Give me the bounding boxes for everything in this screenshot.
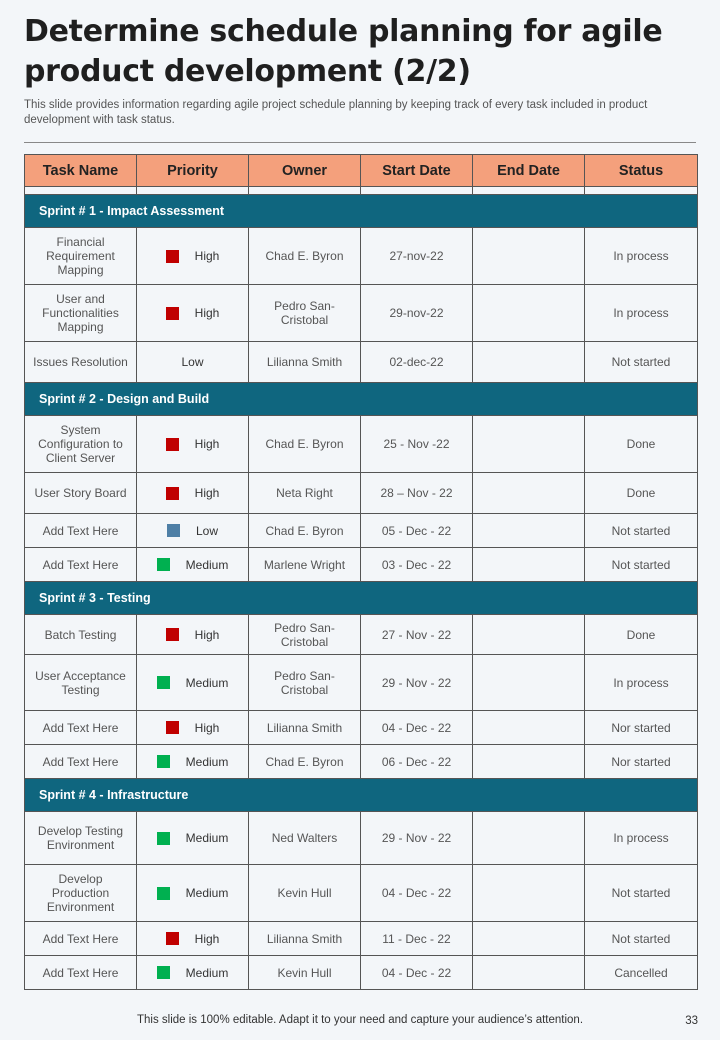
header-status: Status — [585, 155, 698, 187]
priority-cell — [137, 956, 249, 990]
start-date-cell: 28 – Nov - 22 — [361, 473, 473, 514]
priority-label: High — [194, 437, 220, 451]
priority-wrap — [141, 558, 244, 572]
priority-color-indicator — [166, 307, 179, 320]
owner-cell: Marlene Wright — [249, 548, 361, 582]
gap-cell — [25, 187, 137, 195]
owner-cell: Kevin Hull — [249, 865, 361, 922]
priority-cell — [137, 342, 249, 383]
priority-color-indicator — [167, 524, 180, 537]
gap-cell — [249, 187, 361, 195]
priority-color-indicator — [166, 721, 179, 734]
owner-cell: Lilianna Smith — [249, 342, 361, 383]
task-name-cell: Issues Resolution — [25, 342, 137, 383]
priority-color-indicator — [157, 676, 170, 689]
priority-wrap — [141, 306, 244, 320]
status-cell: In process — [585, 228, 698, 285]
owner-cell: Lilianna Smith — [249, 922, 361, 956]
start-date-cell: 02-dec-22 — [361, 342, 473, 383]
status-cell: Nor started — [585, 711, 698, 745]
end-date-cell — [473, 342, 585, 383]
priority-wrap — [141, 676, 244, 690]
priority-wrap — [141, 437, 244, 451]
start-date-cell: 29 - Nov - 22 — [361, 655, 473, 711]
table-row — [25, 745, 698, 779]
sprint-title: Sprint # 1 - Impact Assessment — [25, 195, 698, 228]
owner-cell: Chad E. Byron — [249, 514, 361, 548]
start-date-cell: 03 - Dec - 22 — [361, 548, 473, 582]
title-divider — [24, 142, 696, 143]
start-date-cell: 29 - Nov - 22 — [361, 812, 473, 865]
start-date-cell: 25 - Nov -22 — [361, 416, 473, 473]
priority-label: Medium — [185, 754, 229, 769]
header-end-date: End Date — [473, 155, 585, 187]
header-row — [25, 155, 698, 187]
table-row — [25, 865, 698, 922]
status-cell: Done — [585, 615, 698, 655]
priority-wrap — [141, 486, 244, 500]
start-date-cell: 04 - Dec - 22 — [361, 956, 473, 990]
gap-cell — [585, 187, 698, 195]
task-name-cell: Add Text Here — [25, 956, 137, 990]
task-name-cell: System Configuration to Client Server — [25, 416, 137, 473]
start-date-cell: 11 - Dec - 22 — [361, 922, 473, 956]
status-cell: Cancelled — [585, 956, 698, 990]
priority-label: High — [194, 720, 220, 735]
priority-wrap — [141, 628, 244, 642]
priority-label: High — [194, 486, 220, 500]
priority-cell — [137, 922, 249, 956]
status-cell: Not started — [585, 514, 698, 548]
status-cell: In process — [585, 812, 698, 865]
task-name-cell: Add Text Here — [25, 711, 137, 745]
priority-color-indicator — [157, 832, 170, 845]
sprint-header-row — [25, 195, 698, 228]
task-name-cell: Add Text Here — [25, 548, 137, 582]
end-date-cell — [473, 922, 585, 956]
header-start-date: Start Date — [361, 155, 473, 187]
task-name-cell: Batch Testing — [25, 615, 137, 655]
end-date-cell — [473, 473, 585, 514]
start-date-cell: 27 - Nov - 22 — [361, 615, 473, 655]
priority-color-indicator — [157, 966, 170, 979]
footer-note: This slide is 100% editable. Adapt it to your need and capture your audience’s attention. — [136, 1014, 584, 1026]
task-name-cell: Add Text Here — [25, 514, 137, 548]
priority-color-indicator — [166, 628, 179, 641]
start-date-cell: 04 - Dec - 22 — [361, 711, 473, 745]
gap-cell — [361, 187, 473, 195]
start-date-cell: 06 - Dec - 22 — [361, 745, 473, 779]
status-cell: Not started — [585, 865, 698, 922]
priority-label: Low — [181, 355, 204, 369]
header-gap-row — [25, 187, 698, 195]
end-date-cell — [473, 416, 585, 473]
table-row — [25, 228, 698, 285]
task-name-cell: Develop Production Environment — [25, 865, 137, 922]
header-owner: Owner — [249, 155, 361, 187]
sprint-title: Sprint # 4 - Infrastructure — [25, 779, 698, 812]
table-row — [25, 473, 698, 514]
priority-label: High — [194, 627, 220, 642]
priority-color-indicator — [166, 487, 179, 500]
priority-wrap — [141, 355, 244, 369]
start-date-cell: 27-nov-22 — [361, 228, 473, 285]
priority-label: Medium — [185, 831, 229, 845]
table-row — [25, 711, 698, 745]
sprint-header-row — [25, 779, 698, 812]
status-cell: Not started — [585, 548, 698, 582]
schedule-table — [24, 154, 698, 990]
owner-cell: Chad E. Byron — [249, 228, 361, 285]
task-name-cell: User Story Board — [25, 473, 137, 514]
priority-cell — [137, 615, 249, 655]
priority-label: Medium — [185, 886, 229, 900]
priority-color-indicator — [157, 755, 170, 768]
table-row — [25, 342, 698, 383]
sprint-title: Sprint # 2 - Design and Build — [25, 383, 698, 416]
task-name-cell: User and Functionalities Mapping — [25, 285, 137, 342]
table-row — [25, 615, 698, 655]
task-name-cell: User Acceptance Testing — [25, 655, 137, 711]
priority-wrap — [141, 932, 244, 946]
page-number: 33 — [685, 1015, 698, 1027]
status-cell: Nor started — [585, 745, 698, 779]
priority-cell — [137, 711, 249, 745]
end-date-cell — [473, 865, 585, 922]
table-row — [25, 655, 698, 711]
end-date-cell — [473, 615, 585, 655]
status-cell: Done — [585, 473, 698, 514]
priority-cell — [137, 228, 249, 285]
priority-wrap — [141, 966, 244, 980]
priority-label: Medium — [185, 675, 229, 690]
priority-label: Low — [195, 523, 218, 538]
priority-label: Medium — [185, 965, 229, 980]
priority-wrap — [141, 831, 244, 845]
owner-cell: Kevin Hull — [249, 956, 361, 990]
table-row — [25, 956, 698, 990]
table-row — [25, 416, 698, 473]
priority-cell — [137, 865, 249, 922]
end-date-cell — [473, 745, 585, 779]
priority-label: High — [194, 249, 220, 263]
priority-label: High — [194, 931, 220, 946]
page-title: Determine schedule planning for agile product development (2/2) — [24, 14, 663, 89]
table-row — [25, 285, 698, 342]
owner-cell: Pedro San-Cristobal — [249, 285, 361, 342]
status-cell: In process — [585, 655, 698, 711]
owner-cell: Lilianna Smith — [249, 711, 361, 745]
gap-cell — [473, 187, 585, 195]
priority-color-indicator — [166, 932, 179, 945]
priority-cell — [137, 655, 249, 711]
priority-cell — [137, 473, 249, 514]
priority-label: Medium — [185, 557, 229, 572]
table-row — [25, 922, 698, 956]
priority-cell — [137, 514, 249, 548]
priority-wrap — [141, 249, 244, 263]
priority-cell — [137, 812, 249, 865]
end-date-cell — [473, 711, 585, 745]
end-date-cell — [473, 228, 585, 285]
priority-cell — [137, 745, 249, 779]
sprint-title: Sprint # 3 - Testing — [25, 582, 698, 615]
end-date-cell — [473, 548, 585, 582]
end-date-cell — [473, 655, 585, 711]
status-cell: Not started — [585, 342, 698, 383]
owner-cell: Pedro San-Cristobal — [249, 655, 361, 711]
owner-cell: Ned Walters — [249, 812, 361, 865]
task-name-cell: Add Text Here — [25, 745, 137, 779]
table-row — [25, 514, 698, 548]
header-task-name: Task Name — [25, 155, 137, 187]
task-name-cell: Financial Requirement Mapping — [25, 228, 137, 285]
page-subtitle: This slide provides information regarding agile project schedule planning by keeping track of every task included in product development with task status. — [24, 99, 648, 126]
priority-color-indicator — [166, 438, 179, 451]
status-cell: In process — [585, 285, 698, 342]
sprint-header-row — [25, 582, 698, 615]
priority-color-indicator — [166, 250, 179, 263]
owner-cell: Neta Right — [249, 473, 361, 514]
task-name-cell: Add Text Here — [25, 922, 137, 956]
priority-cell — [137, 416, 249, 473]
priority-label: High — [194, 306, 220, 320]
priority-cell — [137, 548, 249, 582]
end-date-cell — [473, 285, 585, 342]
start-date-cell: 29-nov-22 — [361, 285, 473, 342]
priority-color-indicator — [157, 558, 170, 571]
priority-cell — [137, 285, 249, 342]
owner-cell: Chad E. Byron — [249, 745, 361, 779]
priority-wrap — [141, 721, 244, 735]
end-date-cell — [473, 956, 585, 990]
owner-cell: Pedro San-Cristobal — [249, 615, 361, 655]
table-row — [25, 812, 698, 865]
end-date-cell — [473, 812, 585, 865]
table-row — [25, 548, 698, 582]
sprint-header-row — [25, 383, 698, 416]
priority-wrap — [141, 886, 244, 900]
gap-cell — [137, 187, 249, 195]
priority-color-indicator — [157, 887, 170, 900]
status-cell: Not started — [585, 922, 698, 956]
status-cell: Done — [585, 416, 698, 473]
start-date-cell: 04 - Dec - 22 — [361, 865, 473, 922]
header-priority: Priority — [137, 155, 249, 187]
start-date-cell: 05 - Dec - 22 — [361, 514, 473, 548]
end-date-cell — [473, 514, 585, 548]
priority-wrap — [141, 755, 244, 769]
owner-cell: Chad E. Byron — [249, 416, 361, 473]
task-name-cell: Develop Testing Environment — [25, 812, 137, 865]
priority-wrap — [141, 524, 244, 538]
